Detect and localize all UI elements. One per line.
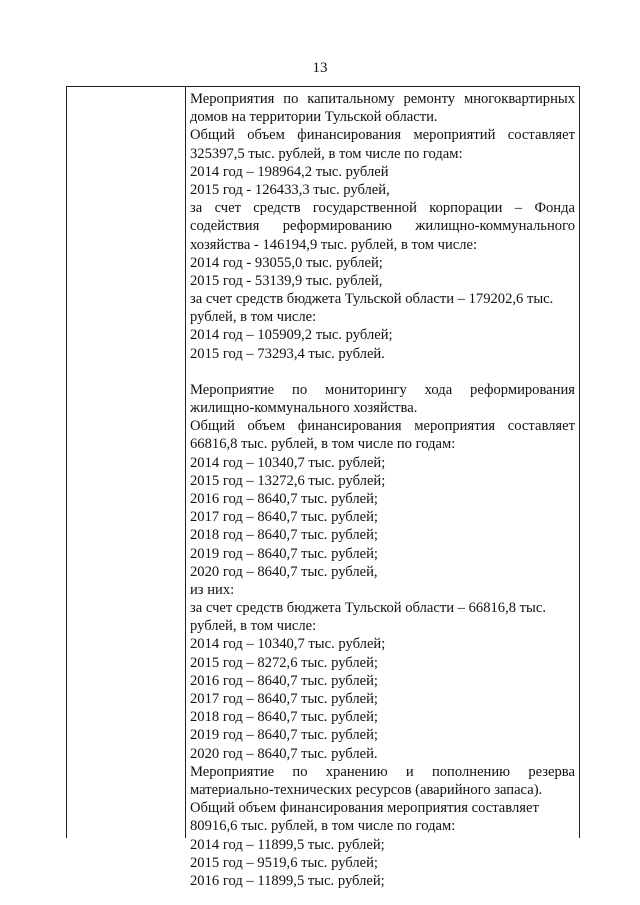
text-line: 2019 год – 8640,7 тыс. рублей; [190, 727, 378, 744]
text-line: домов на территории Тульской области. [190, 109, 438, 126]
text-line: 2014 год – 10340,7 тыс. рублей; [190, 454, 386, 471]
text-line: содействия реформированию жилищно-коммунального [190, 218, 575, 235]
text-line: 2014 год – 198964,2 тыс. рублей [190, 163, 389, 180]
text-line: 2016 год – 11899,5 тыс. рублей; [190, 872, 385, 889]
text-line: за счет средств бюджета Тульской области – 66816,8 тыс. [190, 600, 546, 617]
text-line: 2020 год – 8640,7 тыс. рублей, [190, 563, 378, 580]
text-line: материально-технических ресурсов (аварийного запаса). [190, 781, 543, 798]
text-line: Мероприятие по хранению и пополнению резерва [190, 763, 575, 780]
text-line: рублей, в том числе: [190, 309, 317, 326]
page-number: 13 [312, 60, 328, 76]
text-line: из них: [190, 581, 235, 598]
text-line: 2017 год – 8640,7 тыс. рублей; [190, 509, 378, 526]
text-line: 80916,6 тыс. рублей, в том числе по годам: [190, 818, 456, 835]
text-line: 2015 год – 13272,6 тыс. рублей; [190, 472, 386, 489]
text-line: 2017 год – 8640,7 тыс. рублей; [190, 691, 378, 707]
column-divider [185, 87, 186, 838]
text-line: 2016 год – 8640,7 тыс. рублей; [190, 672, 378, 689]
text-line: 2016 год – 8640,7 тыс. рублей; [190, 490, 378, 507]
text-line: за счет средств бюджета Тульской области – 179202,6 тыс. [190, 291, 554, 308]
text-line: 2015 год - 53139,9 тыс. рублей, [190, 272, 383, 289]
text-line: 2014 год – 10340,7 тыс. рублей; [190, 636, 386, 653]
text-line: Мероприятия по капитальному ремонту многоквартирных [190, 91, 575, 107]
text-line: Общий объем финансирования мероприятия составляет [190, 418, 575, 435]
text-line: 2014 год - 93055,0 тыс. рублей; [190, 254, 383, 271]
text-line: Мероприятие по мониторингу хода реформирования [190, 381, 575, 398]
text-line: рублей, в том числе: [190, 618, 317, 635]
text-line: хозяйства - 146194,9 тыс. рублей, в том числе: [190, 236, 478, 253]
text-line: 2019 год – 8640,7 тыс. рублей; [190, 545, 378, 562]
text-line: 2014 год – 11899,5 тыс. рублей; [190, 836, 385, 853]
text-line: 2015 год – 8272,6 тыс. рублей; [190, 654, 378, 671]
text-line: 2015 год - 126433,3 тыс. рублей, [190, 181, 390, 198]
text-line: 2020 год – 8640,7 тыс. рублей. [190, 745, 378, 762]
text-line: 2014 год – 105909,2 тыс. рублей; [190, 327, 393, 344]
text-line: 2018 год – 8640,7 тыс. рублей; [190, 527, 378, 544]
text-line: за счет средств государственной корпорации – Фонда [190, 200, 575, 217]
text-line: 66816,8 тыс. рублей, в том числе по годам: [190, 436, 456, 453]
document-table [66, 86, 580, 889]
text-line: 2018 год – 8640,7 тыс. рублей; [190, 709, 378, 726]
text-line: 2015 год – 9519,6 тыс. рублей; [190, 854, 378, 871]
text-block [190, 381, 575, 890]
paragraph-gap [190, 363, 575, 381]
text-line: Общий объем финансирования мероприятий составляет [190, 127, 575, 144]
text-line: Общий объем финансирования мероприятия составляет [190, 800, 539, 817]
text-block [190, 90, 575, 363]
text-line: 325397,5 тыс. рублей, в том числе по годам: [190, 145, 463, 162]
text-line: 2015 год – 73293,4 тыс. рублей. [190, 345, 385, 362]
right-cell-content [190, 90, 575, 890]
text-line: жилищно-коммунального хозяйства. [190, 400, 418, 416]
